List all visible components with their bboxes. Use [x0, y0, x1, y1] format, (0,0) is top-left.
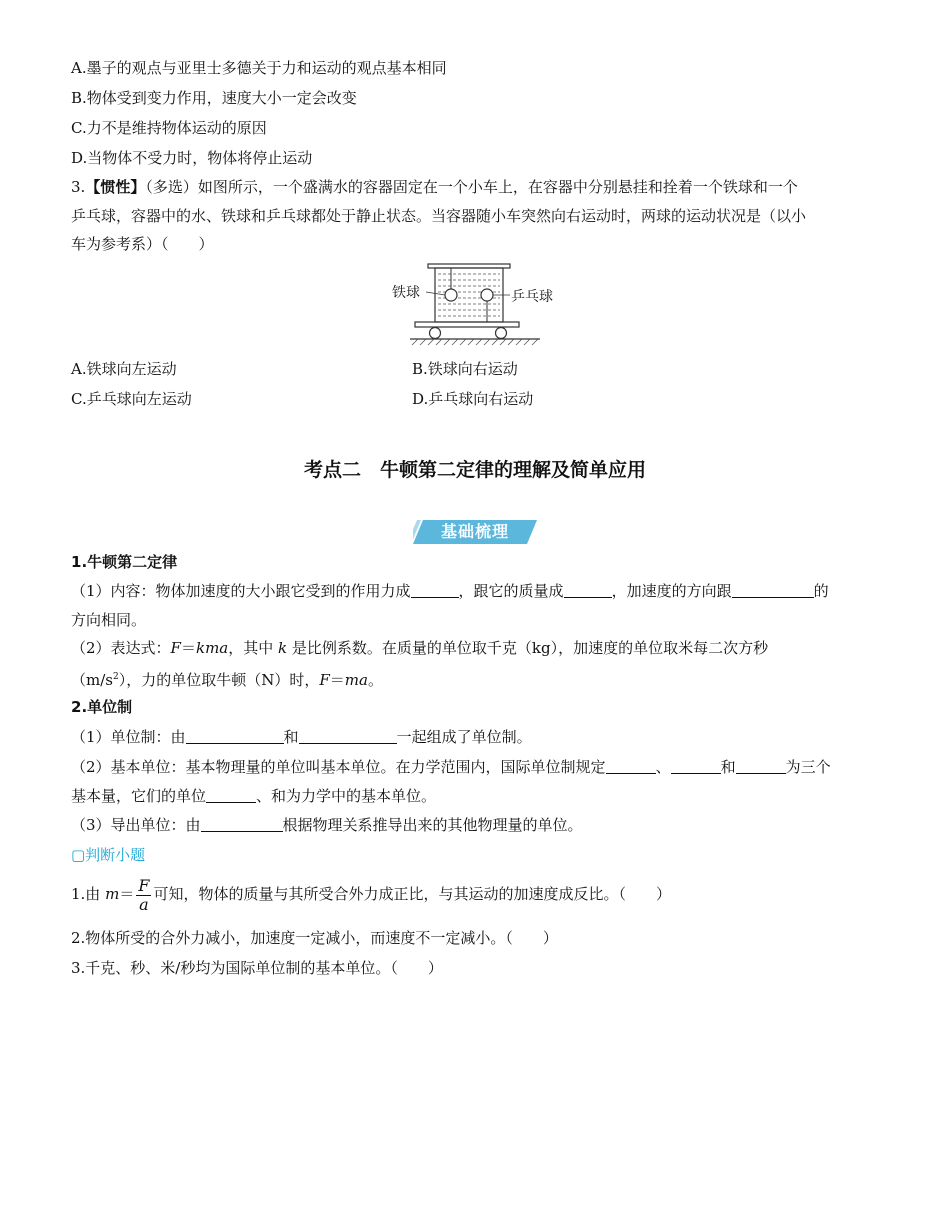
- item1-p1-line2: 方向相同。: [71, 611, 147, 629]
- blank-2[interactable]: [564, 582, 612, 598]
- item2-p2-l2-text-a: 基本量，它们的单位: [71, 787, 207, 805]
- item1-p1-text-a: （1）内容：物体加速度的大小跟它受到的作用力成: [71, 582, 411, 600]
- fraction-F-over-a: [136, 877, 151, 914]
- q3-number: 3.: [71, 178, 86, 196]
- judge-q1-equals: ＝: [119, 885, 135, 903]
- blank-9[interactable]: [206, 787, 256, 803]
- var-F2: F: [319, 671, 330, 689]
- judge-q3: 3.千克、秒、米/秒均为国际单位制的基本单位。（ ）: [71, 959, 443, 977]
- item1-p2-end: 。: [367, 671, 383, 689]
- equals-sign-2: ＝: [329, 671, 345, 689]
- item2-p1-text-a: （1）单位制：由: [71, 728, 186, 746]
- judge-q1-text-b: 可知，物体的质量与其所受合外力成正比，与其运动的加速度成反比。（ ）: [153, 885, 671, 903]
- q3-option-c: C.乒乓球向左运动: [71, 390, 192, 408]
- q2-option-c: C.力不是维持物体运动的原因: [71, 119, 267, 137]
- blank-1[interactable]: [411, 582, 459, 598]
- var-ma: ma: [344, 671, 368, 689]
- item1-p1-text-c: ，加速度的方向跟: [611, 582, 732, 600]
- var-kma: kma: [195, 639, 229, 657]
- item2-p2-l2-text-b: 、和为力学中的基本单位。: [256, 787, 437, 805]
- item2-heading-num: 2: [71, 698, 82, 716]
- blank-7[interactable]: [671, 758, 721, 774]
- item1-p2-text-b: ，其中: [228, 639, 279, 657]
- q3-stem-line2: 乒乓球，容器中的水、铁球和乒乓球都处于静止状态。当容器随小车突然向右运动时，两球的运动状况是（以小: [71, 207, 807, 225]
- var-m: m: [105, 885, 120, 903]
- item1-p2-text-c: 是比例系数。在质量的单位取千克（kg），加速度的单位取米每二次方秒: [287, 639, 769, 657]
- item1-p1-text-d: 的: [813, 582, 829, 600]
- q3-stem-line3: 车为参考系）（ ）: [71, 235, 214, 253]
- unit-ms-exponent: 2: [112, 672, 119, 682]
- item2-p2-sep1: 、: [655, 758, 671, 776]
- item1-p2-line2: [71, 666, 383, 691]
- item2-p2-sep2: 和: [720, 758, 736, 776]
- judge-q1: [71, 874, 671, 914]
- item2-p2-text-a: （2）基本单位：基本物理量的单位叫基本单位。在力学范围内，国际单位制规定: [71, 758, 606, 776]
- item2-p3-text-b: 根据物理关系推导出来的其他物理量的单位。: [282, 816, 583, 834]
- item1-p2-l2-text: ），力的单位取牛顿（N）时，: [118, 671, 320, 689]
- judge-title: ▢判断小题: [71, 846, 146, 864]
- blank-3[interactable]: [732, 582, 814, 598]
- item2-p2-line2: [71, 785, 436, 807]
- cart-container-figure: [390, 262, 560, 352]
- figure-label-iron-ball: 铁球: [392, 285, 420, 301]
- section-badge: [413, 520, 537, 544]
- item1-p1-text-b: ，跟它的质量成: [458, 582, 564, 600]
- equals-sign: ＝: [180, 639, 196, 657]
- blank-8[interactable]: [736, 758, 786, 774]
- q3-stem-text1: 如图所示，一个盛满水的容器固定在一个小车上，在容器中分别悬挂和拴着一个铁球和一个: [197, 178, 798, 196]
- container-lid: [428, 264, 510, 268]
- badge-label: 基础梳理: [440, 522, 509, 541]
- q2-option-b: B.物体受到变力作用，速度大小一定会改变: [71, 89, 357, 107]
- q3-option-b: B.铁球向右运动: [412, 360, 518, 378]
- judge-q1-text-a: 1.由: [71, 885, 106, 903]
- item2-p3: [71, 814, 583, 836]
- q3-option-d: D.乒乓球向右运动: [412, 390, 534, 408]
- ground-hatching: [412, 339, 538, 345]
- iron-ball: [445, 289, 457, 301]
- cart-platform: [415, 322, 519, 327]
- item2-p1-text-b: 和: [283, 728, 299, 746]
- fraction-denominator: a: [139, 894, 149, 914]
- q3-option-a: A.铁球向左运动: [71, 360, 177, 378]
- section-title: 考点二 牛顿第二定律的理解及简单应用: [303, 459, 646, 481]
- item2-p1: [71, 726, 532, 748]
- var-k: k: [278, 639, 288, 657]
- item2-p1-text-c: 一起组成了单位制。: [396, 728, 532, 746]
- cart-wheel-right: [496, 328, 507, 339]
- var-F: F: [170, 639, 181, 657]
- cart-wheel-left: [430, 328, 441, 339]
- item1-heading: [71, 551, 177, 573]
- blank-4[interactable]: [186, 728, 284, 744]
- fraction-numerator: F: [138, 875, 150, 895]
- item1-p1: [71, 580, 829, 602]
- figure-label-ping-pong-ball: 乒乓球: [511, 289, 553, 305]
- q3-tag: 【惯性】: [85, 178, 146, 196]
- item2-p3-text-a: （3）导出单位：由: [71, 816, 201, 834]
- q3-type: （多选）: [145, 178, 198, 196]
- blank-6[interactable]: [606, 758, 656, 774]
- q2-option-a: A.墨子的观点与亚里士多德关于力和运动的观点基本相同: [71, 59, 447, 77]
- item2-heading-text: .单位制: [81, 698, 133, 716]
- item2-p2: [71, 756, 831, 778]
- item2-heading: [71, 696, 132, 718]
- item2-p2-text-b: 为三个: [785, 758, 831, 776]
- blank-10[interactable]: [201, 816, 283, 832]
- item1-p2: [71, 637, 768, 659]
- q3-stem-line1: [71, 176, 798, 198]
- unit-ms: （m/s: [71, 671, 113, 689]
- item1-p2-text-a: （2）表达式：: [71, 639, 171, 657]
- judge-q2: 2.物体所受的合外力减小，加速度一定减小，而速度不一定减小。（ ）: [71, 929, 558, 947]
- item1-heading-num: 1: [71, 553, 82, 571]
- ping-pong-ball: [481, 289, 493, 301]
- q2-option-d: D.当物体不受力时，物体将停止运动: [71, 149, 313, 167]
- item1-heading-text: .牛顿第二定律: [81, 553, 178, 571]
- blank-5[interactable]: [299, 728, 397, 744]
